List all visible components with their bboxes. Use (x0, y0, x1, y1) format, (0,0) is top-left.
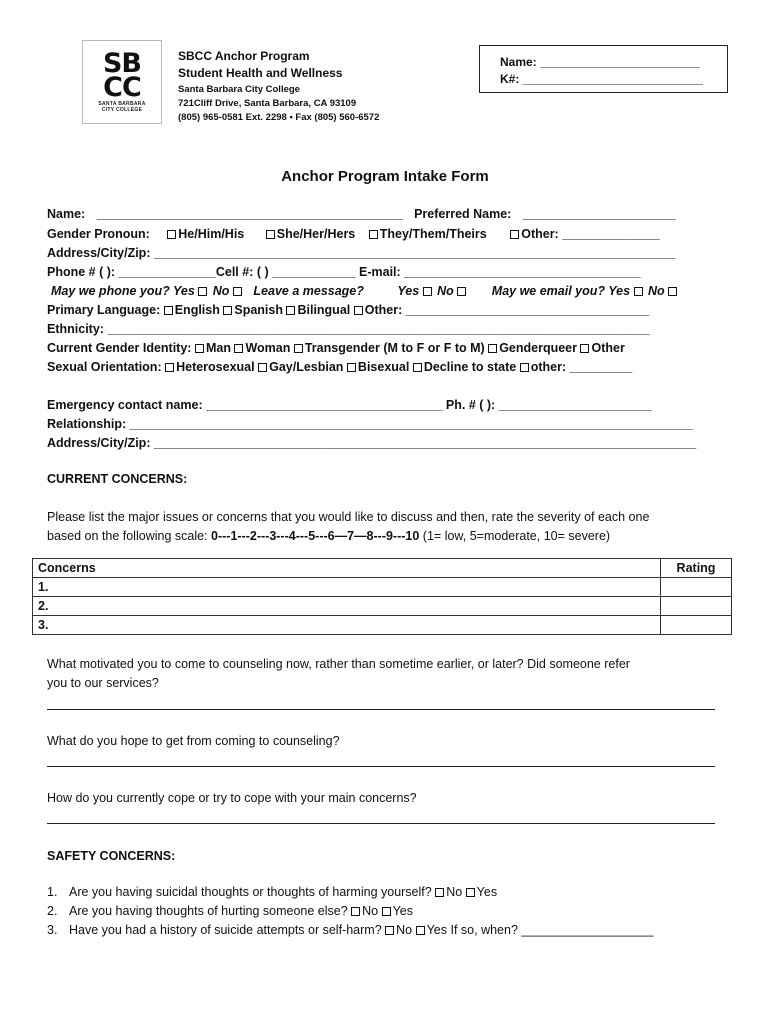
genderqueer-label: Genderqueer (499, 341, 577, 355)
message-no-label: No (437, 284, 454, 298)
yes-checkbox[interactable] (416, 926, 425, 935)
safety-question: Have you had a history of suicide attempts or self-harm? (69, 923, 382, 937)
sbcc-logo (82, 40, 162, 124)
heterosexual-label: Heterosexual (176, 360, 255, 374)
safety-question: Are you having thoughts of hurting someone else? (69, 904, 348, 918)
question-motivation-line2: you to our services? (47, 676, 159, 690)
man-label: Man (205, 341, 231, 355)
motivation-answer-line[interactable] (47, 709, 715, 710)
no-checkbox[interactable] (385, 926, 394, 935)
safety-concerns-heading: SAFETY CONCERNS: (47, 849, 176, 863)
cope-answer-line[interactable] (47, 823, 715, 824)
college-phone: (805) 965-0581 Ext. 2298 • Fax (805) 560-6572 (178, 112, 380, 123)
college-address: 721Cliff Drive, Santa Barbara, CA 93109 (178, 98, 357, 109)
name-field[interactable]: ____________________________________________ (96, 207, 403, 221)
checkbox-icon[interactable] (167, 230, 176, 239)
checkbox-icon[interactable] (266, 230, 275, 239)
table-row[interactable] (33, 616, 732, 635)
box-name-field[interactable]: Name: ________________________ (500, 55, 701, 69)
concerns-instruction-1: Please list the major issues or concerns that you would like to discuss and then, rate the severity of each one (47, 510, 650, 524)
yes-label: Yes (426, 923, 448, 937)
department-name: Student Health and Wellness (178, 66, 343, 80)
yes-checkbox[interactable] (382, 907, 391, 916)
preferred-name-label: Preferred Name: (414, 207, 512, 221)
genderqueer-checkbox[interactable] (488, 344, 497, 353)
gay-lesbian-checkbox[interactable] (258, 363, 267, 372)
rating-cell[interactable] (661, 616, 732, 635)
rating-cell[interactable] (661, 578, 732, 597)
safety-item-3 (47, 923, 653, 937)
message-no-checkbox[interactable] (457, 287, 466, 296)
name-row (47, 207, 676, 221)
pronoun-he-option[interactable]: He/Him/His (167, 227, 244, 241)
concern-cell[interactable]: 2. (33, 597, 661, 616)
pronoun-label: Gender Pronoun: (47, 227, 150, 241)
email-no-label: No (648, 284, 665, 298)
item-number: 1. (47, 885, 58, 899)
spanish-checkbox[interactable] (223, 306, 232, 315)
preferred-name-field[interactable]: ______________________ (522, 207, 676, 221)
may-phone-label: May we phone you? Yes (51, 284, 195, 298)
yes-checkbox[interactable] (466, 888, 475, 897)
college-name: Santa Barbara City College (178, 84, 300, 95)
severity-scale: 0---1---2---3---4---5---6—7—8---9---10 (211, 529, 420, 543)
attempt-date-field[interactable]: If so, when? ___________________ (450, 923, 654, 937)
safety-item-1 (47, 885, 497, 899)
safety-item-2 (47, 904, 413, 918)
logo-line-sb: SB (102, 48, 142, 79)
bisexual-label: Bisexual (357, 360, 410, 374)
no-label: No (362, 904, 379, 918)
hope-answer-line[interactable] (47, 766, 715, 767)
man-checkbox[interactable] (195, 344, 204, 353)
no-label: No (396, 923, 413, 937)
may-email-label: May we email you? Yes (491, 284, 631, 298)
gay-lesbian-label: Gay/Lesbian (269, 360, 344, 374)
logo-sub-1: SANTA BARBARA (98, 101, 146, 107)
bisexual-checkbox[interactable] (347, 363, 356, 372)
identity-other-label: Other (591, 341, 625, 355)
woman-label: Woman (245, 341, 291, 355)
form-title: Anchor Program Intake Form (281, 168, 489, 185)
item-number: 2. (47, 904, 58, 918)
bilingual-label: Bilingual (297, 303, 351, 317)
leave-message-label: Leave a message? (253, 284, 364, 298)
relationship-field[interactable]: Relationship: _________________________________________________________________________________ (47, 417, 693, 431)
table-row[interactable] (33, 578, 732, 597)
woman-checkbox[interactable] (234, 344, 243, 353)
language-row (47, 303, 649, 317)
no-checkbox[interactable] (351, 907, 360, 916)
message-yes-label: Yes (397, 284, 420, 298)
decline-checkbox[interactable] (413, 363, 422, 372)
name-k-box (479, 45, 728, 93)
email-yes-checkbox[interactable] (634, 287, 643, 296)
orientation-row (47, 360, 632, 374)
no-checkbox[interactable] (435, 888, 444, 897)
gender-identity-label: Current Gender Identity: (47, 341, 192, 355)
english-label: English (174, 303, 220, 317)
concern-cell[interactable]: 3. (33, 616, 661, 635)
pronoun-they-option[interactable]: They/Them/Theirs (369, 227, 487, 241)
table-header-row (33, 559, 732, 578)
phone-no-checkbox[interactable] (233, 287, 242, 296)
spanish-label: Spanish (234, 303, 283, 317)
checkbox-icon[interactable] (510, 230, 519, 239)
phone-no-label: No (212, 284, 230, 298)
contact-permission-row (51, 284, 679, 298)
orientation-other-field[interactable]: other: _________ (530, 360, 633, 374)
concerns-instruction-2: based on the following scale: 0---1---2---3---4---5---6—7—8---9---10 (1= low, 5=moderate, 10= severe) (47, 529, 611, 543)
identity-other-checkbox[interactable] (580, 344, 589, 353)
ethnicity-field[interactable]: Ethnicity: ______________________________________________________________________________ (47, 322, 650, 336)
orientation-label: Sexual Orientation: (47, 360, 162, 374)
email-no-checkbox[interactable] (668, 287, 677, 296)
logo-sub-2: CITY COLLEGE (101, 107, 143, 113)
emergency-address-field[interactable]: Address/City/Zip: ______________________________________________________________________________ (47, 436, 697, 450)
transgender-checkbox[interactable] (294, 344, 303, 353)
rating-cell[interactable] (661, 597, 732, 616)
message-yes-checkbox[interactable] (423, 287, 432, 296)
question-cope: How do you currently cope or try to cope with your main concerns? (47, 791, 417, 805)
transgender-label: Transgender (M to F or F to M) (304, 341, 485, 355)
table-row[interactable] (33, 597, 732, 616)
concerns-column-header: Concerns (33, 559, 661, 578)
no-label: No (446, 885, 463, 899)
question-hope: What do you hope to get from coming to counseling? (47, 734, 340, 748)
pronoun-other-option[interactable]: Other: ______________ (510, 227, 659, 241)
pronoun-row (47, 227, 660, 241)
yes-label: Yes (476, 885, 498, 899)
rating-column-header: Rating (661, 559, 732, 578)
concerns-table (32, 558, 732, 635)
name-label: Name: (47, 207, 86, 221)
current-concerns-heading: CURRENT CONCERNS: (47, 472, 188, 486)
box-k-number-field[interactable]: K#: ___________________________ (500, 72, 703, 86)
yes-label: Yes (392, 904, 414, 918)
language-other-field[interactable]: Other: ___________________________________ (364, 303, 650, 317)
english-checkbox[interactable] (164, 306, 173, 315)
phone-email-row[interactable]: Phone # ( ): ______________Cell #: ( ) ____________ E-mail: __________________________________ (47, 265, 641, 279)
heterosexual-checkbox[interactable] (165, 363, 174, 372)
orientation-other-checkbox[interactable] (520, 363, 529, 372)
logo-line-cc: CC (103, 72, 141, 103)
language-other-checkbox[interactable] (354, 306, 363, 315)
safety-question: Are you having suicidal thoughts or thoughts of harming yourself? (69, 885, 432, 899)
pronoun-she-option[interactable]: She/Her/Hers (266, 227, 356, 241)
bilingual-checkbox[interactable] (286, 306, 295, 315)
program-name: SBCC Anchor Program (178, 49, 310, 63)
checkbox-icon[interactable] (369, 230, 378, 239)
emergency-contact-field[interactable]: Emergency contact name: __________________________________ Ph. # ( ): ______________________ (47, 398, 652, 412)
gender-identity-row (47, 341, 625, 355)
language-label: Primary Language: (47, 303, 161, 317)
question-motivation-line1: What motivated you to come to counseling now, rather than sometime earlier, or later? Did someone refer (47, 657, 630, 671)
decline-label: Decline to state (423, 360, 517, 374)
item-number: 3. (47, 923, 58, 937)
address-field[interactable]: Address/City/Zip: ___________________________________________________________________________ (47, 246, 676, 260)
phone-yes-checkbox[interactable] (198, 287, 207, 296)
concern-cell[interactable]: 1. (33, 578, 661, 597)
